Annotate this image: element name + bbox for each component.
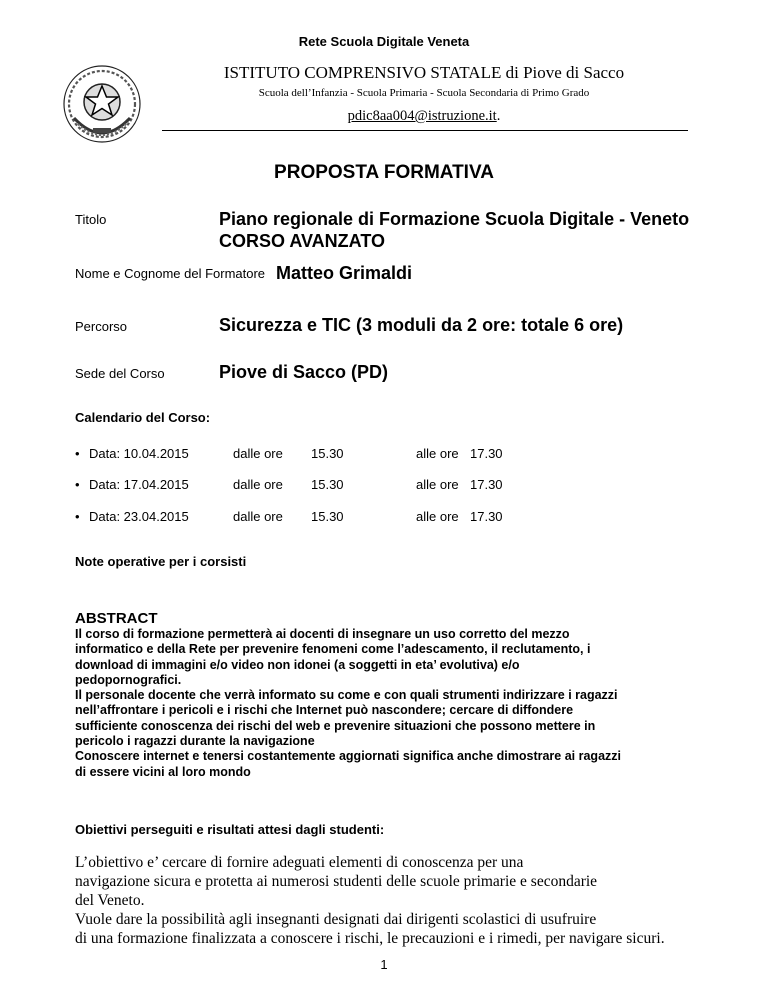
percorso-value: Sicurezza e TIC (3 moduli da 2 ore: totale 6 ore) (219, 315, 624, 335)
institute-name: ISTITUTO COMPRENSIVO STATALE di Piove di Sacco (223, 63, 625, 82)
from-label: dalle ore (233, 509, 283, 524)
objectives-line: L’obiettivo e’ cercare di fornire adeguati elementi di conoscenza per una (75, 854, 524, 871)
trainer-name: Matteo Grimaldi (276, 263, 413, 283)
to-time: 17.30 (470, 509, 503, 524)
header-rule (162, 130, 688, 131)
page-title: PROPOSTA FORMATIVA (274, 162, 494, 183)
abstract-body (75, 627, 715, 780)
email-line (160, 108, 688, 125)
from-time: 15.30 (311, 477, 344, 492)
abstract-line: Il personale docente che verrà informato su come e con quali strumenti indirizzare i ragazzi (75, 688, 618, 703)
calendar-row (75, 446, 575, 464)
abstract-line: informatico e della Rete per prevenire fenomeni come l’adescamento, il reclutamento, i (75, 642, 591, 657)
abstract-line: nell’affrontare i pericoli e i rischi che Internet può nascondere; cercare di diffondere (75, 703, 574, 718)
network-title: Rete Scuola Digitale Veneta (298, 34, 470, 49)
bullet: • (75, 509, 80, 524)
to-label: alle ore (416, 477, 459, 492)
abstract-line: pedopornografici. (75, 672, 182, 687)
notes-heading: Note operative per i corsisti (75, 554, 247, 569)
page-number: 1 (380, 957, 388, 972)
abstract-line: download di immagini e/o video non idonei (a soggetti in eta’ evolutiva) e/o (75, 657, 520, 672)
titolo-label: Titolo (75, 212, 107, 227)
calendar-heading: Calendario del Corso: (75, 410, 211, 425)
titolo-line-1: Piano regionale di Formazione Scuola Digitale - Veneto (219, 209, 690, 229)
bullet: • (75, 446, 80, 461)
trainer-label: Nome e Cognome del Formatore (75, 266, 266, 281)
bullet: • (75, 477, 80, 492)
calendar-row (75, 509, 575, 527)
objectives-heading: Obiettivi perseguiti e risultati attesi dagli studenti: (75, 822, 385, 837)
abstract-heading: ABSTRACT (75, 610, 158, 627)
from-time: 15.30 (311, 446, 344, 461)
abstract-line: pericolo i ragazzi durante la navigazione (75, 734, 315, 749)
titolo-line-2: CORSO AVANZATO (219, 231, 385, 251)
from-time: 15.30 (311, 509, 344, 524)
to-label: alle ore (416, 509, 459, 524)
abstract-line: Conoscere internet e tenersi costantemente aggiornati significa anche dimostrare ai ragazzi (75, 749, 621, 764)
sede-value: Piove di Sacco (PD) (219, 362, 389, 382)
objectives-line: navigazione sicura e protetta ai numerosi studenti delle scuole primarie e secondarie (75, 873, 598, 890)
email-suffix: . (496, 108, 501, 124)
abstract-line: Il corso di formazione permetterà ai docenti di insegnare un uso corretto del mezzo (75, 627, 570, 641)
email-link[interactable]: pdic8aa004@istruzione.it (347, 108, 497, 124)
from-label: dalle ore (233, 477, 283, 492)
italian-republic-emblem-icon (60, 62, 144, 146)
objectives-line: Vuole dare la possibilità agli insegnanti designati dai dirigenti scolastici di usufruire (75, 911, 597, 928)
objectives-line: del Veneto. (75, 892, 145, 909)
calendar-date: Data: 17.04.2015 (89, 477, 189, 492)
school-levels: Scuola dell’Infanzia - Scuola Primaria - Scuola Secondaria di Primo Grado (258, 87, 590, 99)
calendar-row (75, 477, 575, 495)
objectives-body (75, 853, 755, 948)
to-time: 17.30 (470, 477, 503, 492)
objectives-line: di una formazione finalizzata a conoscere i rischi, le precauzioni e i rimedi, per navigare sicuri. (75, 930, 665, 947)
to-time: 17.30 (470, 446, 503, 461)
abstract-line: sufficiente conoscenza dei rischi del web e prevenire situazioni che possono mettere in (75, 718, 596, 733)
calendar-date: Data: 23.04.2015 (89, 509, 189, 524)
calendar-date: Data: 10.04.2015 (89, 446, 189, 461)
from-label: dalle ore (233, 446, 283, 461)
sede-label: Sede del Corso (75, 366, 165, 381)
percorso-label: Percorso (75, 319, 128, 334)
abstract-line: di essere vicini al loro mondo (75, 764, 251, 779)
to-label: alle ore (416, 446, 459, 461)
